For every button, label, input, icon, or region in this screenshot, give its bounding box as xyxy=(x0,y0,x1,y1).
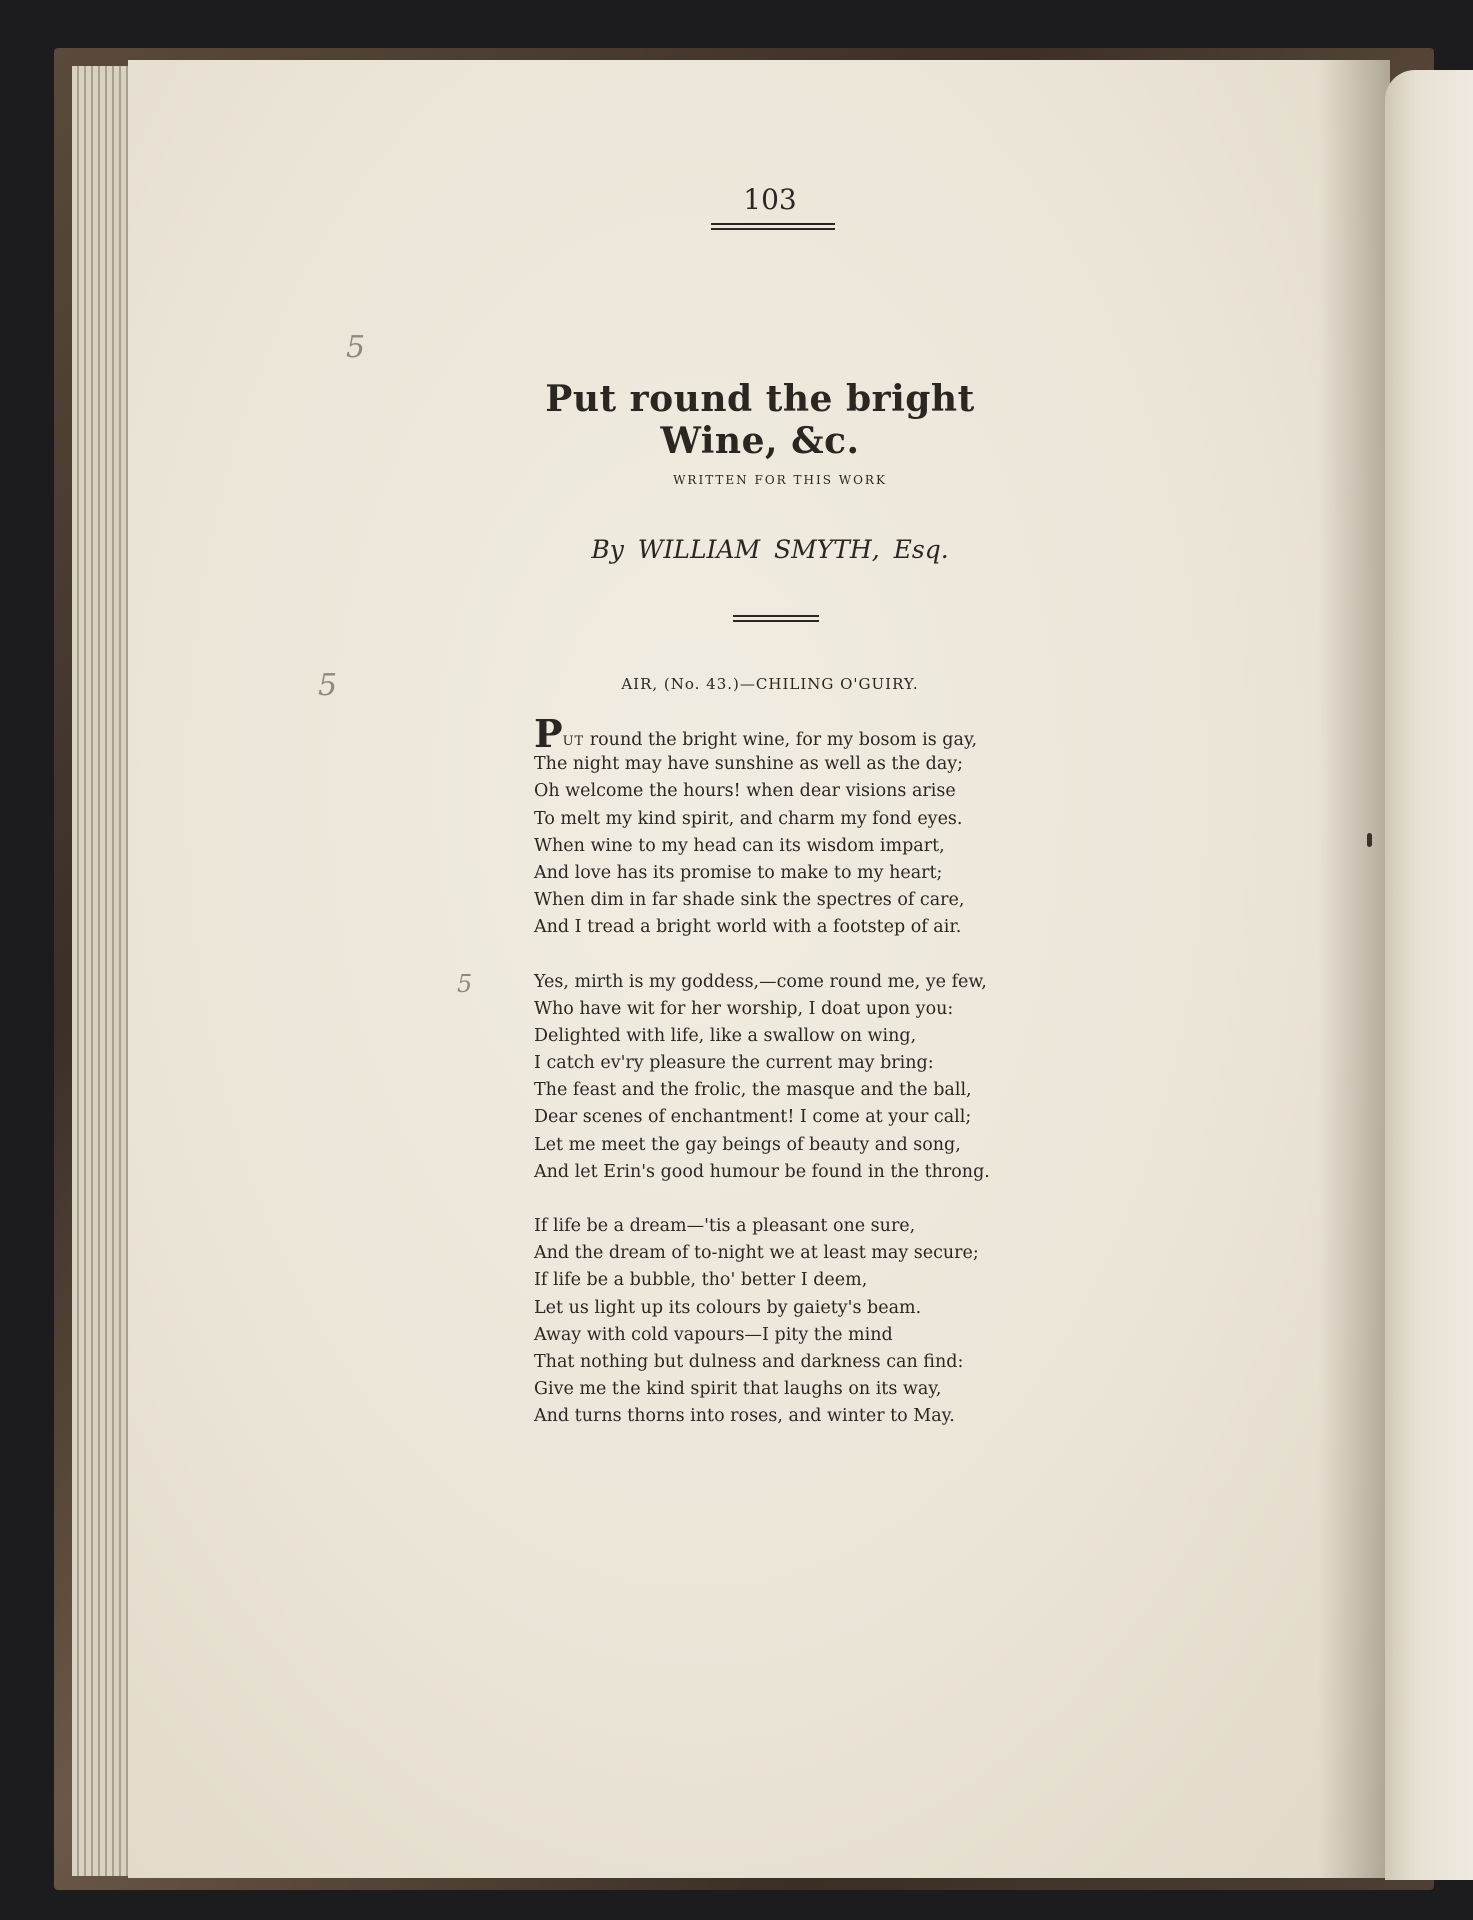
poem-line: And love has its promise to make to my heart; xyxy=(534,862,943,883)
gutter-shadow xyxy=(1318,60,1390,1878)
drop-cap: P xyxy=(534,711,563,756)
facing-page-mark xyxy=(1367,833,1372,847)
pencil-mark: 5 xyxy=(318,668,338,703)
poem-line: And let Erin's good humour be found in the throng. xyxy=(534,1161,990,1182)
poem-line: Delighted with life, like a swallow on wing, xyxy=(534,1025,917,1046)
poem-line: And the dream of to-night we at least may secure; xyxy=(534,1243,979,1264)
poem-line: If life be a dream—'tis a pleasant one sure, xyxy=(534,1216,916,1236)
pencil-mark: 5 xyxy=(346,330,366,365)
subtitle: WRITTEN FOR THIS WORK xyxy=(673,473,887,487)
stanza-1 xyxy=(534,711,1054,942)
section-rule xyxy=(733,615,819,622)
poem-line: Oh welcome the hours! when dear visions arise xyxy=(534,781,956,802)
poem-line: And I tread a bright world with a footstep of air. xyxy=(534,917,962,938)
poem-line: The night may have sunshine as well as the day; xyxy=(534,754,964,775)
poem-line: To melt my kind spirit, and charm my fond eyes. xyxy=(534,808,963,829)
poem-line: Away with cold vapours—I pity the mind xyxy=(534,1324,893,1345)
poem-line: If life be a bubble, tho' better I deem, xyxy=(534,1270,868,1291)
poem-line: I catch ev'ry pleasure the current may bring: xyxy=(534,1053,934,1074)
pencil-mark: 5 xyxy=(457,970,473,998)
poem-line: Let us light up its colours by gaiety's beam. xyxy=(534,1297,922,1318)
poem-line: When dim in far shade sink the spectres of care, xyxy=(534,890,965,911)
stanza-2 xyxy=(534,969,1054,1187)
first-line-text: round the bright wine, for my bosom is gay, xyxy=(584,730,978,750)
poem-title: Put round the bright Wine, &c. xyxy=(545,378,975,462)
poem-line: That nothing but dulness and darkness can find: xyxy=(534,1351,964,1372)
poem-line: Dear scenes of enchantment! I come at your call; xyxy=(534,1107,972,1128)
poem-line: Yes, mirth is my goddess,—come round me, ye few, xyxy=(534,971,987,992)
facing-page-edge xyxy=(1385,70,1473,1880)
poem-line: And turns thorns into roses, and winter to May. xyxy=(534,1406,955,1427)
poem-line: The feast and the frolic, the masque and the ball, xyxy=(534,1080,972,1101)
author-byline: By WILLIAM SMYTH, Esq. xyxy=(591,535,949,564)
poem-line-first xyxy=(534,711,1054,756)
poem-body xyxy=(534,711,1054,1458)
first-word-smallcaps: UT xyxy=(562,734,585,749)
air-label: AIR, (No. 43.)—CHILING O'GUIRY. xyxy=(621,675,919,693)
poem-line: Who have wit for her worship, I doat upon you: xyxy=(534,998,954,1019)
stanza-3 xyxy=(534,1213,1054,1431)
page-number: 103 xyxy=(743,183,797,216)
poem-line: When wine to my head can its wisdom impart, xyxy=(534,835,945,856)
poem-line: Let me meet the gay beings of beauty and song, xyxy=(534,1134,961,1155)
header-rule xyxy=(711,223,835,230)
poem-line: Give me the kind spirit that laughs on its way, xyxy=(534,1379,942,1400)
